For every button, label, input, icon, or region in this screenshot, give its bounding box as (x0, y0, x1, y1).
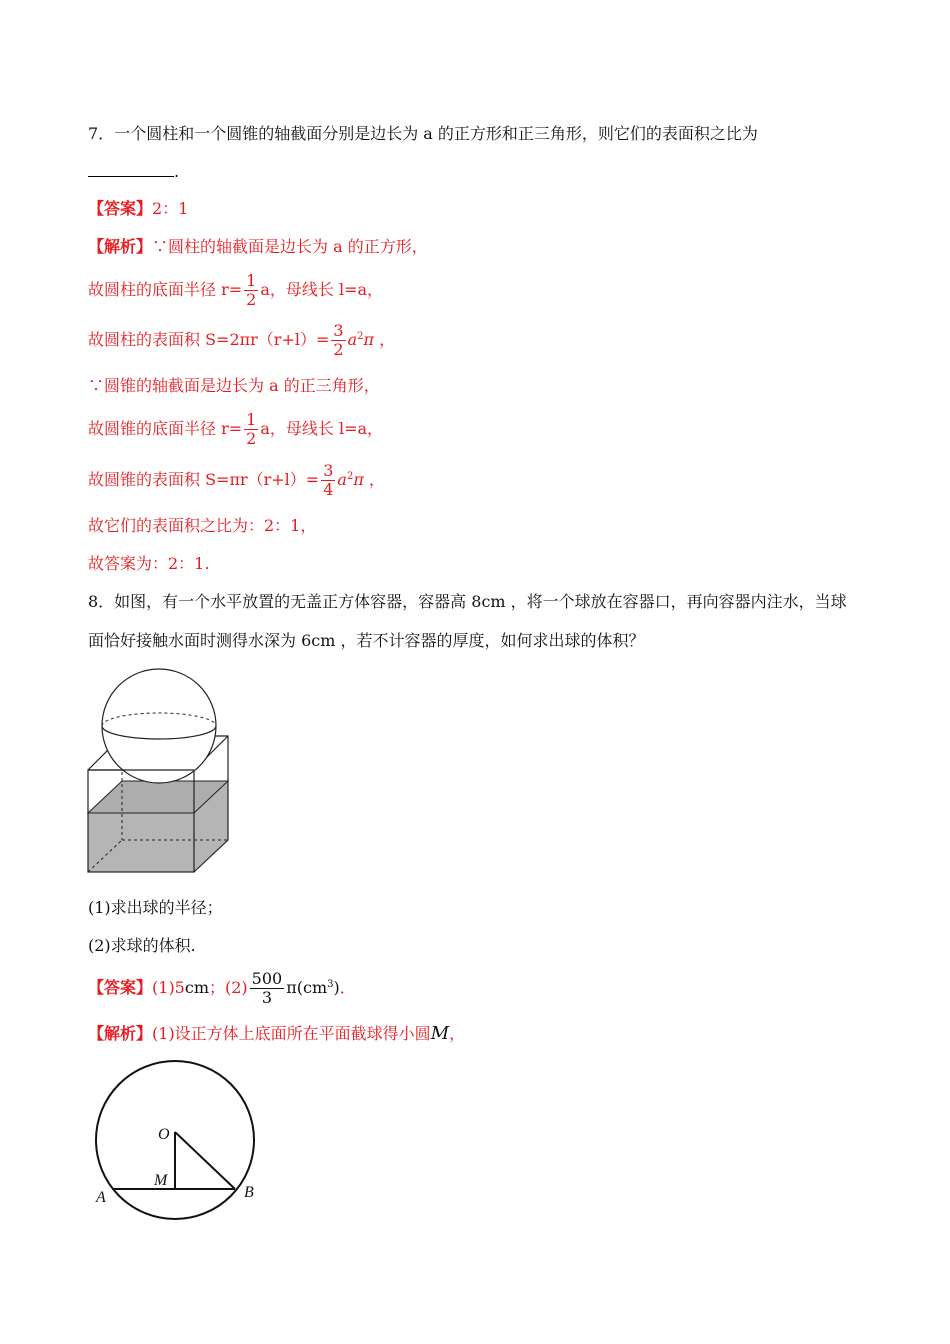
q8-line2 (88, 631, 645, 651)
text-segment: 故圆柱的表面积 S=2πr（r+l）= (88, 330, 330, 349)
text-segment: (1)5 (152, 978, 185, 997)
numerator: 1 (246, 410, 257, 429)
text-segment: ；(2) (209, 978, 248, 997)
analysis-text: 故答案为：2：1. (88, 554, 210, 573)
analysis-text: ∵圆柱的轴截面是边长为 a 的正方形， (152, 237, 428, 256)
numerator: 3 (323, 461, 334, 480)
text-segment: 故圆柱的底面半径 r= (88, 280, 243, 299)
denominator: 2 (333, 340, 344, 359)
fraction (331, 322, 345, 359)
analysis-text: ∵圆锥的轴截面是边长为 a 的正三角形， (88, 376, 380, 395)
q7-blank-line (88, 162, 179, 182)
label-b: B (244, 1184, 254, 1201)
sphere (102, 669, 216, 783)
denominator: 4 (323, 480, 334, 499)
text-segment: ． (339, 978, 356, 997)
subquestion-text: (2)求球的体积. (88, 936, 196, 955)
denominator: 3 (261, 988, 273, 1007)
numerator: 500 (251, 969, 283, 988)
text-segment: a，母线长 l=a， (260, 280, 384, 299)
a7-analysis-line1 (88, 237, 428, 257)
a7-analysis-line3 (88, 322, 395, 359)
text-segment: 故圆锥的表面积 S=πr（r+l）= (88, 470, 320, 489)
answer-tag: 【答案】 (88, 199, 153, 218)
text-segment: 故圆锥的底面半径 r= (88, 419, 243, 438)
unit: cm (184, 978, 209, 997)
numerator: 3 (333, 321, 344, 340)
numerator: 1 (246, 271, 257, 290)
q7-text: 一个圆柱和一个圆锥的轴截面分别是边长为 a 的正方形和正三角形，则它们的表面积之比为 (114, 124, 758, 143)
text-segment: a，母线长 l=a， (260, 419, 384, 438)
variable: a (337, 470, 347, 489)
text-segment: ) (333, 978, 340, 997)
variable: a (347, 330, 358, 349)
analysis-tag: 【解析】 (88, 237, 153, 256)
label-a: A (96, 1189, 106, 1206)
fraction (321, 462, 335, 499)
pi-symbol: π (363, 330, 375, 349)
a7-analysis-line5 (88, 411, 383, 448)
q8-line1 (88, 592, 847, 612)
q7-period: . (174, 162, 180, 181)
answer-tag: 【答案】 (88, 978, 153, 997)
a8-answer (88, 970, 356, 1007)
q8-sub1 (88, 898, 223, 918)
exponent: 2 (357, 331, 364, 342)
variable: M (430, 1023, 450, 1044)
fraction (244, 411, 258, 448)
q7-line (88, 124, 758, 144)
text-segment: ， (363, 470, 385, 489)
label-o: O (158, 1126, 170, 1143)
answer-value: 2：1 (152, 199, 189, 218)
a7-analysis-line4 (88, 376, 380, 396)
a7-analysis-line6 (88, 462, 385, 499)
denominator: 2 (246, 429, 257, 448)
analysis-tag: 【解析】 (88, 1024, 153, 1043)
segment-ob (175, 1132, 235, 1189)
a7-answer (88, 199, 188, 219)
analysis-text: (1)设正方体上底面所在平面截球得小圆 (152, 1024, 431, 1043)
subquestion-text: (1)求出球的半径； (88, 898, 223, 917)
fraction (244, 272, 258, 309)
exponent: 3 (327, 979, 334, 990)
label-m: M (154, 1172, 168, 1189)
denominator: 2 (246, 290, 257, 309)
a7-analysis-line7 (88, 516, 316, 536)
a7-analysis-line8 (88, 554, 209, 574)
circle-figure (86, 1060, 276, 1230)
question-text: 面恰好接触水面时测得水深为 6cm ，若不计容器的厚度，如何求出球的体积？ (88, 631, 645, 650)
a8-analysis (88, 1024, 465, 1044)
text-segment: ， (374, 330, 396, 349)
text-segment: π(cm (286, 978, 328, 997)
fraction (250, 970, 285, 1007)
pi-symbol: π (353, 470, 364, 489)
exponent: 2 (346, 471, 354, 482)
question-text: 8．如图，有一个水平放置的无盖正方体容器，容器高 8cm ，将一个球放在容器口，再向容器内注水，当球 (88, 592, 847, 611)
cube-sphere-figure (84, 668, 234, 878)
answer-blank (88, 162, 174, 177)
q7-number: 7． (88, 124, 115, 143)
analysis-text: 故它们的表面积之比为：2：1， (88, 516, 317, 535)
text-segment: ， (449, 1024, 466, 1043)
a7-analysis-line2 (88, 272, 383, 309)
q8-sub2 (88, 936, 196, 956)
